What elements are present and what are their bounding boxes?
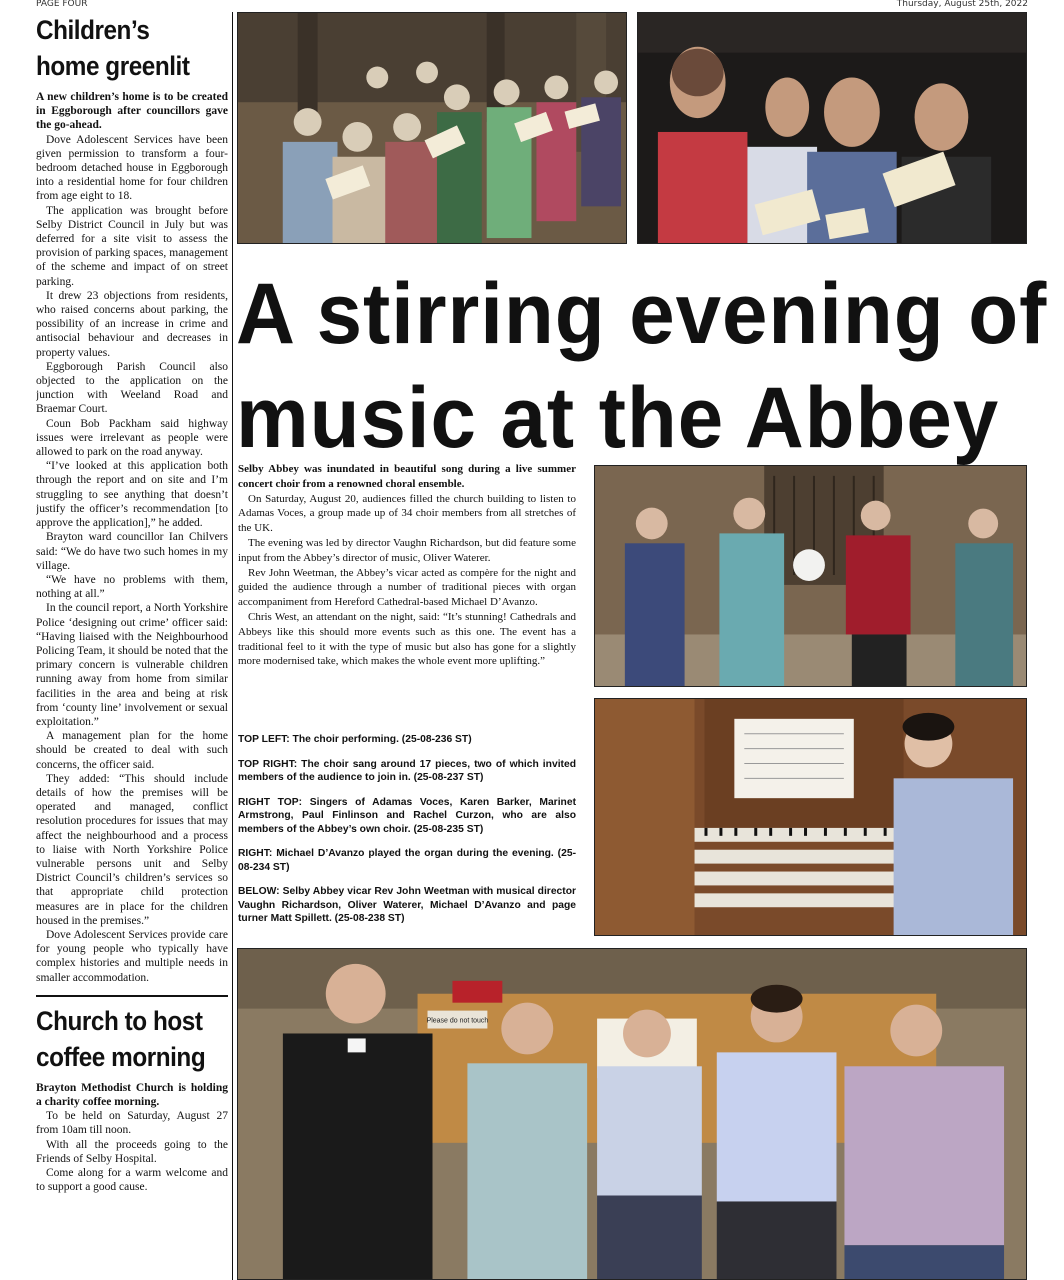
story2-paragraph: To be held on Saturday, August 27 from 10am till noon. — [36, 1110, 228, 1137]
main-paragraph: On Saturday, August 20, audiences filled the church building to listen to Adamas Voces, a group made up of 34 choir members from all stretches of the UK. — [238, 492, 576, 535]
photo-organist — [594, 698, 1027, 936]
story-childrens-home — [36, 12, 228, 985]
photo-captions — [238, 733, 576, 937]
photo-choir-men-singing — [637, 12, 1027, 244]
story1-paragraph: Dove Adolescent Services provide care for young people who typically have complex histories and multiple needs in smaller accommodation. — [36, 928, 228, 984]
left-column — [36, 12, 228, 1280]
story2-headline-line2: coffee morning — [36, 1041, 206, 1072]
caption-below: BELOW: Selby Abbey vicar Rev John Weetman with musical director Vaughn Richardson, Oliver Waterer, Michael D’Avanzo and page turner Matt Spillett. (25-08-238 ST) — [238, 886, 576, 924]
story1-paragraph: A management plan for the home should be created to deal with such concerns, the officer said. — [36, 730, 228, 771]
main-headline-line2: music at the Abbey — [236, 370, 1000, 466]
story2-paragraph: Come along for a warm welcome and to support a good cause. — [36, 1167, 228, 1194]
sign-text: Please do not touch — [426, 1017, 489, 1025]
story1-headline-line1: Children’s — [36, 15, 150, 45]
story1-paragraph: Dove Adolescent Services have been given permission to transform a four-bedroom detached house in Eggborough into a residential home for four children from age eight to 18. — [36, 133, 228, 203]
main-paragraph: The evening was led by director Vaughn Richardson, but did feature some input from the Abbey’s director of music, Oliver Waterer. — [238, 536, 576, 564]
story-coffee-morning — [36, 1003, 228, 1195]
main-headline-line1: A stirring evening of — [236, 266, 1048, 362]
main-story — [238, 462, 576, 669]
story2-paragraph: With all the proceeds going to the Friends of Selby Hospital. — [36, 1138, 228, 1165]
story2-lead: Brayton Methodist Church is holding a charity coffee morning. — [36, 1081, 228, 1108]
page-number: PAGE FOUR — [36, 0, 88, 9]
caption-right: RIGHT: Michael D’Avanzo played the organ during the evening. (25-08-234 ST) — [238, 848, 576, 873]
caption-top-left: TOP LEFT: The choir performing. (25-08-236 ST) — [238, 734, 472, 745]
main-lead: Selby Abbey was inundated in beautiful song during a live summer concert choir from a renowned choral ensemble. — [238, 463, 576, 490]
story1-lead: A new children’s home is to be created in Eggborough after councillors gave the go-ahead. — [36, 91, 228, 132]
section-divider — [36, 995, 228, 997]
story1-paragraph: In the council report, a North Yorkshire Police ‘designing out crime’ officer said: “Having liaised with the Neighbourhood Policing Team, it should be noted that the primary concern is vulnerable children running away from home from similar facilities in the area and being at risk from ‘county line’ involvement or sexual exploitation.” — [36, 602, 228, 728]
caption-right-top: RIGHT TOP: Singers of Adamas Voces, Karen Barker, Marinet Armstrong, Paul Finlinson and Rachel Curzon, who are also members of the Abbey’s own choir. (25-08-235 ST) — [238, 796, 576, 835]
folio — [0, 0, 1064, 12]
main-paragraph: Chris West, an attendant on the night, said: “It’s stunning! Cathedrals and Abbeys like this should more events such as this one. The event has a traditional feel to it with the type of music but also has gone for a slightly more modernised take, which makes the whole event more uplifting.” — [238, 610, 576, 668]
main-headline — [236, 262, 1048, 470]
story1-paragraph: “We have no problems with them, nothing at all.” — [36, 573, 228, 601]
story1-paragraph: Brayton ward councillor Ian Chilvers said: “We do have two such homes in my village. — [36, 531, 228, 572]
story1-paragraph: Coun Bob Packham said highway issues were irrelevant as people were allowed to park on the road anyway. — [36, 417, 228, 459]
photo-choir-performing — [237, 12, 627, 244]
story1-paragraph: They added: “This should include details of how the premises will be operated and managed, conflict resolution procedures for issues that may affect the neighbourhood and a process to liaise with North Yorkshire Police vulnerable persons unit and Selby District Council’s children’s services so that appropriate child protection measures are in place for the children housed in the premises.” — [36, 772, 228, 927]
column-rule — [232, 12, 233, 1280]
caption-top-right: TOP RIGHT: The choir sang around 17 pieces, two of which invited members of the audience to join in. (25-08-237 ST) — [238, 758, 576, 783]
main-paragraph: Rev John Weetman, the Abbey’s vicar acted as compère for the night and guided the audience through a number of traditional pieces with organ accompaniment from Hereford Cathedral-based Michael D’Avanzo. — [238, 566, 576, 609]
story1-paragraph: It drew 23 objections from residents, who raised concerns about parking, the possibility of an increase in crime and antisocial behaviour and decreases in property values. — [36, 289, 228, 359]
story1-paragraph: “I’ve looked at this application both through the report and on site and I’m struggling to see anything that doesn’t justify the officer’s recommendation [to approve the application],” he added. — [36, 460, 228, 530]
issue-date: Thursday, August 25th, 2022 — [896, 0, 1028, 9]
photo-four-singers — [594, 465, 1027, 687]
story1-headline-line2: home greenlit — [36, 51, 190, 81]
story2-headline-line1: Church to host — [36, 1005, 203, 1036]
story1-paragraph: The application was brought before Selby District Council in July but was deferred for a site visit to assess the provision of parking spaces, management of the scheme and impact of on street parking. — [36, 204, 228, 288]
story1-paragraph: Eggborough Parish Council also objected to the application on the junction with Weeland Road and Braemar Court. — [36, 360, 228, 416]
photo-group-at-organ — [237, 948, 1027, 1280]
